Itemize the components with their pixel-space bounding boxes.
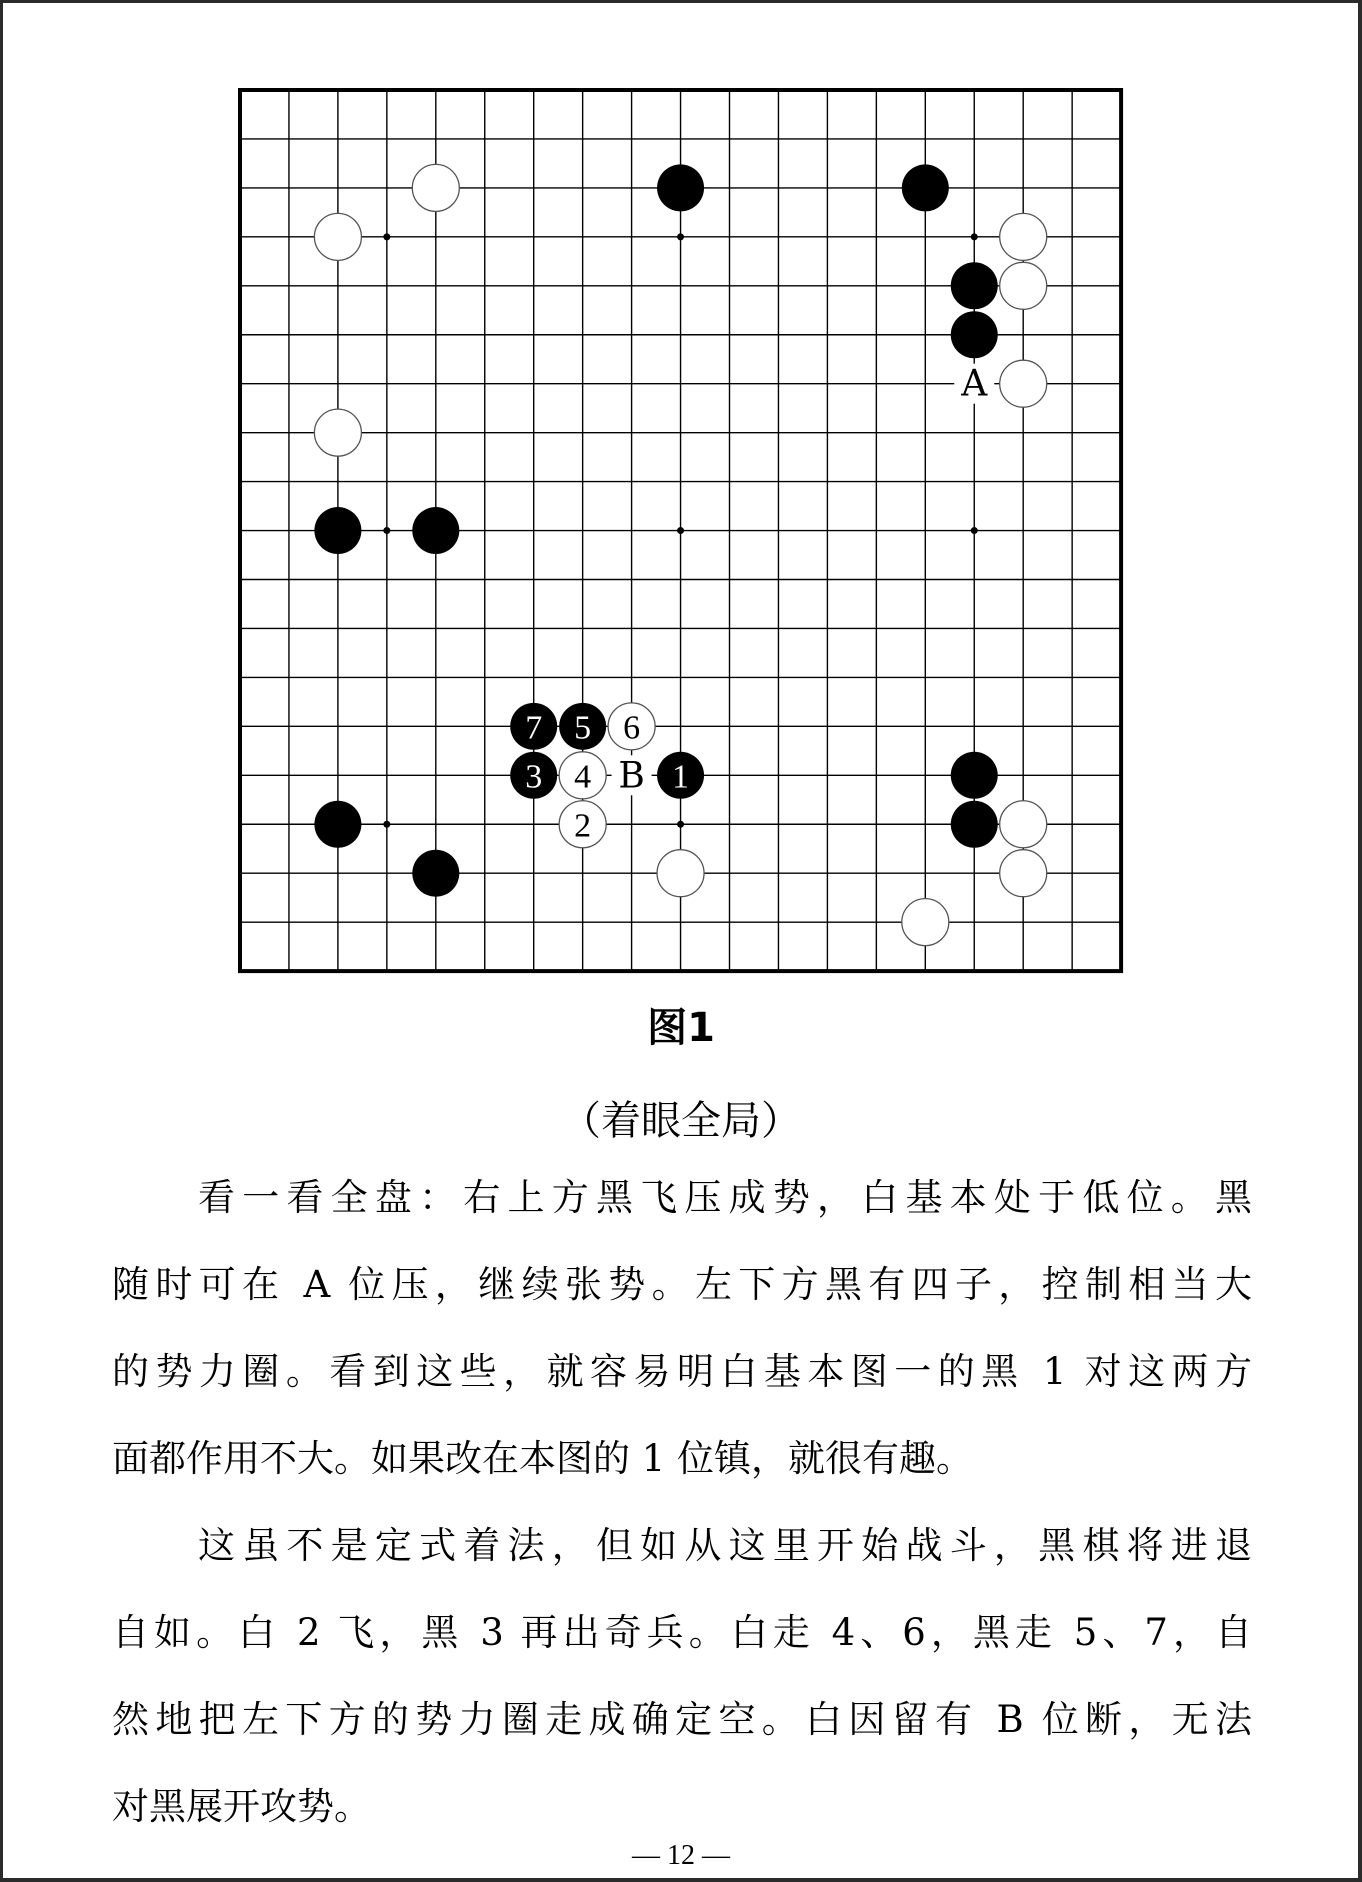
text-line: 对黑展开攻势。 [112, 1785, 371, 1828]
black-stone-7 [510, 703, 557, 750]
black-stone [314, 801, 361, 848]
body-text [112, 1168, 1252, 1864]
svg-text:B: B [618, 755, 645, 797]
star-point [383, 527, 390, 534]
page-number: — 12 — [632, 1840, 730, 1871]
move-number: 1 [672, 758, 690, 796]
move-number: 7 [525, 709, 543, 747]
star-point [971, 527, 978, 534]
move-number: 2 [574, 807, 592, 845]
text-line: 随时可在 A 位压，继续张势。左下方黑有四子，控制相当大 [112, 1263, 1252, 1306]
black-stone [951, 801, 998, 848]
star-point [383, 821, 390, 828]
black-stone-3 [510, 752, 557, 799]
star-point [677, 821, 684, 828]
figure-subtitle: （着眼全局） [561, 1098, 801, 1144]
paragraph-2 [112, 1516, 1252, 1864]
white-stone [314, 213, 361, 260]
black-stone-5 [559, 703, 606, 750]
star-point [971, 233, 978, 240]
white-stone [412, 164, 459, 211]
star-point [677, 527, 684, 534]
move-number: 4 [574, 758, 592, 796]
white-stone-2 [559, 801, 606, 848]
star-point [677, 233, 684, 240]
white-stone [1000, 360, 1047, 407]
white-stone [902, 899, 949, 946]
black-stone [951, 262, 998, 309]
position-marker-a [954, 364, 994, 405]
star-point [383, 233, 390, 240]
white-stone-4 [559, 752, 606, 799]
black-stone [412, 850, 459, 897]
black-stone [951, 311, 998, 358]
text-line: 面都作用不大。如果改在本图的 1 位镇，就很有趣。 [112, 1437, 974, 1480]
svg-text:A: A [961, 363, 988, 405]
black-stone [657, 164, 704, 211]
black-stone [951, 752, 998, 799]
move-number: 5 [574, 709, 592, 747]
text-line: 自如。白 2 飞，黑 3 再出奇兵。白走 4、6，黑走 5、7，自 [112, 1611, 1252, 1654]
text-line: 这虽不是定式着法，但如从这里开始战斗，黑棋将进退 [198, 1524, 1252, 1567]
text-line: 看一看全盘：右上方黑飞压成势，白基本处于低位。黑 [198, 1176, 1252, 1219]
white-stone [657, 850, 704, 897]
white-stone [1000, 801, 1047, 848]
move-number: 6 [623, 709, 641, 747]
white-stone [1000, 850, 1047, 897]
black-stone [314, 507, 361, 554]
figure-title: 图1 [647, 1005, 715, 1051]
text-line: 的势力圈。看到这些，就容易明白基本图一的黑 1 对这两方 [112, 1350, 1252, 1393]
position-marker-b [612, 755, 652, 796]
move-number: 3 [525, 758, 543, 796]
black-stone-1 [657, 752, 704, 799]
white-stone-6 [608, 703, 655, 750]
paragraph-1 [112, 1168, 1252, 1516]
black-stone [902, 164, 949, 211]
go-board-diagram [3, 3, 1358, 993]
text-line: 然地把左下方的势力圈走成确定空。白因留有 B 位断，无法 [112, 1698, 1252, 1741]
white-stone [1000, 213, 1047, 260]
white-stone [1000, 262, 1047, 309]
black-stone [412, 507, 459, 554]
white-stone [314, 409, 361, 456]
